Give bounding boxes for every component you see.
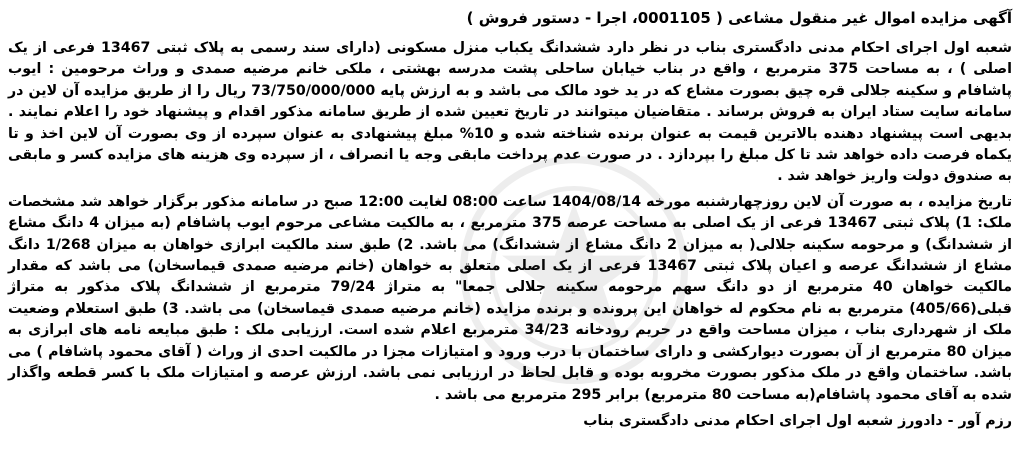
notice-title: آگهی مزایده اموال غیر منقول مشاعی ( 0001105، اجرا - دستور فروش ) bbox=[466, 9, 1012, 27]
notice-paragraph-details: تاریخ مزایده ، به صورت آن لاین روزچهارشنبه مورخه 1404/08/14 ساعت 08:00 لغایت 12:00 صبح در سامانه مذکور برگزار خواهد شد مشخصات ملک: 1) پلاک ثبتی 13467 فرعی از یک اصلی به مساحت عرصه 375 مترمربع ، به مالکیت مشاعی مرحوم ایوب پاشافام (به میزان 4 دانگ مشاع از ششدانگ) و مرحومه سکینه جلالی( به میزان 2 دانگ مشاع از ششدانگ) می باشد. 2) طبق سند مالکیت ابرازی خواهان به میزان 1/268 دانگ مشاع از ششدانگ عرصه و اعیان پلاک ثبتی 13467 فرعی از یک اصلی متعلق به خواهان (خانم مرضیه صمدی قیماسخان) می باشد که مقدار مالکیت خواهان 40 مترمربع از دو دانگ سهم مرحومه سکینه جلالی جمعا" به متراژ 79/24 مترمربع از ششدانگ پلاک مذکور به متراژ قبلی(405/66) مترمربع به نام محکوم له خواهان این پرونده و برنده مزایده (خانم مرضیه صمدی قیماسخان) می باشد. 3) طبق استعلام وضعیت ملک از شهرداری بناب ، میزان مساحت واقع در حریم رودخانه 34/23 مترمربع اعلام شده است. ارزیابی ملک : طبق مبایعه نامه های ابرازی به میزان 80 مترمربع از آن بصورت دیوارکشی و دارای ساختمان با درب ورود و امتیازات مجزا در مالکیت احدی از وراث ( آقای محمود پاشافام ) می باشد. ساختمان واقع در ملک مذکور بصورت مخروبه بوده و قابل لحاظ در ارزیابی نمی باشد. ارزش عرصه و امتیازات ملک با کسر قطعه واگذار شده به آقای محمود پاشافام(به مساحت 80 مترمربع) برابر 295 مترمربع می باشد . bbox=[8, 193, 1013, 403]
notice-paragraph-intro: شعبه اول اجرای احکام مدنی دادگستری بناب در نظر دارد ششدانگ یکباب منزل مسکونی (دارای سند رسمی به پلاک ثبتی 13467 فرعی از یک اصلی ) ، به مساحت 375 مترمربع ، واقع در بناب خیابان ساحلی پشت مدرسه بهشتی ، ملکی خانم مرضیه صمدی و وراث مرحومین : ایوب پاشافام و سکینه جلالی قره چیق بصورت مشاع که در ید خود مالک می باشد و به ارزش پایه 73/750/000/000 ریال را از طریق مزایده آن لاین در سامانه سایت ستاد ایران به فروش برساند . متقاضیان میتوانند در تاریخ تعیین شده از طریق سامانه مذکور اقدام و پیشنهاد خود را اعلام نمایند . بدیهی است پیشنهاد دهنده بالاترین قیمت به عنوان برنده شناخته شده و 10% مبلغ پیشنهادی به عنوان سپرده از وی بصورت آن لاین اخذ و تا یکماه فرصت داده خواهد شد تا کل مبلغ را بپردازد . در صورت عدم پرداخت مابقی وجه یا انصراف ، از سپرده وی هزینه های مزایده کسر و مابقی به صندوق دولت واریز خواهد شد . bbox=[8, 40, 1013, 185]
notice-signature: رزم آور - دادورز شعبه اول اجرای احکام مدنی دادگستری بناب bbox=[583, 412, 1012, 429]
